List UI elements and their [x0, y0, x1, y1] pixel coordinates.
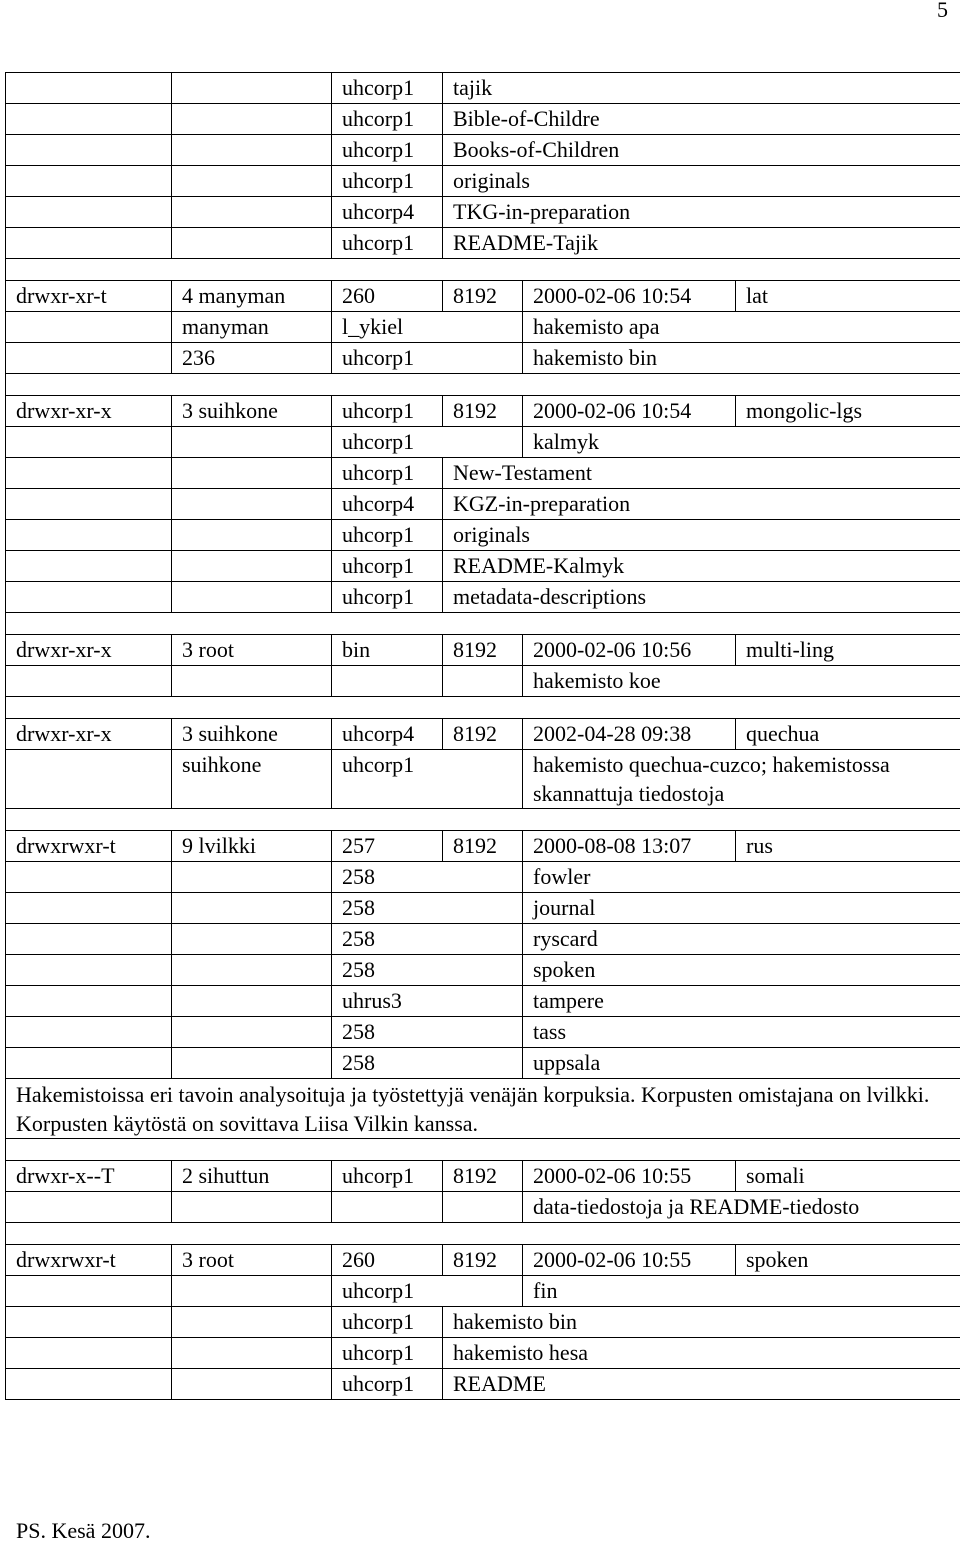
table-cell: drwxr-x--T [6, 1161, 172, 1192]
empty-cell [6, 551, 172, 582]
empty-cell [172, 1369, 332, 1400]
empty-cell [6, 73, 172, 104]
table-cell: uhcorp1 [332, 228, 443, 259]
page-number: 5 [937, 0, 948, 24]
empty-cell [6, 104, 172, 135]
table-row [6, 893, 960, 924]
table-row [6, 374, 960, 396]
table-row [6, 489, 960, 520]
empty-cell [6, 489, 172, 520]
table-cell: journal [523, 893, 960, 924]
empty-cell [6, 458, 172, 489]
empty-cell [6, 862, 172, 893]
table-row [6, 719, 960, 750]
table-cell: 9 lvilkki [172, 831, 332, 862]
empty-cell [172, 104, 332, 135]
table-row [6, 1338, 960, 1369]
empty-cell [172, 1048, 332, 1079]
table-row [6, 520, 960, 551]
table-cell: 8192 [443, 281, 523, 312]
table-row [6, 862, 960, 893]
separator-cell [6, 809, 960, 831]
separator-cell [6, 1223, 960, 1245]
empty-cell [172, 135, 332, 166]
empty-cell [6, 1338, 172, 1369]
empty-cell [172, 862, 332, 893]
table-cell: 258 [332, 955, 523, 986]
table-cell: uhcorp1 [332, 343, 523, 374]
table-row [6, 1079, 960, 1139]
table-row [6, 1048, 960, 1079]
table-cell: somali [736, 1161, 960, 1192]
empty-cell [443, 1192, 523, 1223]
table-row [6, 1192, 960, 1223]
table-cell: tajik [443, 73, 960, 104]
table-row [6, 197, 960, 228]
table-cell: uhcorp1 [332, 135, 443, 166]
table-row [6, 831, 960, 862]
table-cell: uhcorp1 [332, 104, 443, 135]
table-row [6, 1017, 960, 1048]
empty-cell [172, 197, 332, 228]
empty-cell [6, 893, 172, 924]
table-row [6, 135, 960, 166]
table-cell: 8192 [443, 635, 523, 666]
table-row [6, 1139, 960, 1161]
table-cell: 8192 [443, 719, 523, 750]
table-cell: hakemisto hesa [443, 1338, 960, 1369]
table-cell: README [443, 1369, 960, 1400]
table-cell: drwxrwxr-t [6, 831, 172, 862]
table-cell: 2000-02-06 10:55 [523, 1245, 736, 1276]
table-cell: fowler [523, 862, 960, 893]
table-cell: ryscard [523, 924, 960, 955]
table-cell: 3 root [172, 1245, 332, 1276]
table-row [6, 396, 960, 427]
empty-cell [172, 924, 332, 955]
table-row [6, 551, 960, 582]
table-cell: rus [736, 831, 960, 862]
empty-cell [6, 924, 172, 955]
table-cell: uhcorp1 [332, 750, 523, 809]
table-cell: uppsala [523, 1048, 960, 1079]
empty-cell [6, 427, 172, 458]
table-row [6, 635, 960, 666]
table-cell: 2 sihuttun [172, 1161, 332, 1192]
empty-cell [6, 312, 172, 343]
table-cell: TKG-in-preparation [443, 197, 960, 228]
empty-cell [6, 135, 172, 166]
separator-cell [6, 374, 960, 396]
table-cell: uhcorp1 [332, 166, 443, 197]
table-cell: fin [523, 1276, 960, 1307]
table-cell: 258 [332, 893, 523, 924]
separator-cell [6, 1139, 960, 1161]
empty-cell [172, 520, 332, 551]
table-cell: drwxr-xr-x [6, 635, 172, 666]
table-cell: 257 [332, 831, 443, 862]
table-cell: 2000-02-06 10:54 [523, 281, 736, 312]
empty-cell [172, 893, 332, 924]
table-cell: drwxr-xr-x [6, 396, 172, 427]
table-cell: drwxrwxr-t [6, 1245, 172, 1276]
empty-cell [172, 489, 332, 520]
footer-note: PS. Kesä 2007. [16, 1517, 150, 1545]
table-cell: l_ykiel [332, 312, 523, 343]
table-cell: uhcorp1 [332, 427, 523, 458]
empty-cell [6, 666, 172, 697]
table-cell: uhcorp1 [332, 1161, 443, 1192]
table-cell: uhcorp1 [332, 458, 443, 489]
table-cell: quechua [736, 719, 960, 750]
empty-cell [172, 1338, 332, 1369]
table-cell: uhcorp4 [332, 719, 443, 750]
empty-cell [172, 1192, 332, 1223]
empty-cell [6, 986, 172, 1017]
empty-cell [6, 955, 172, 986]
table-cell: 2000-02-06 10:55 [523, 1161, 736, 1192]
empty-cell [172, 228, 332, 259]
separator-cell [6, 697, 960, 719]
table-cell: README-Tajik [443, 228, 960, 259]
table-row [6, 613, 960, 635]
table-cell: multi-ling [736, 635, 960, 666]
empty-cell [6, 582, 172, 613]
table-cell: uhcorp1 [332, 1369, 443, 1400]
table-cell: drwxr-xr-x [6, 719, 172, 750]
table-row [6, 73, 960, 104]
table-cell: 258 [332, 862, 523, 893]
empty-cell [172, 551, 332, 582]
empty-cell [6, 343, 172, 374]
table-cell: 258 [332, 1017, 523, 1048]
table-row [6, 697, 960, 719]
table-cell: uhcorp1 [332, 520, 443, 551]
empty-cell [172, 986, 332, 1017]
empty-cell [172, 582, 332, 613]
note-cell: Hakemistoissa eri tavoin analysoituja ja työstettyjä venäjän korpuksia. Korpusten omistajana on lvilkki. Korpusten käytöstä on sovittava Liisa Vilkin kanssa. [6, 1079, 960, 1139]
table-row [6, 1276, 960, 1307]
table-cell: suihkone [172, 750, 332, 809]
separator-cell [6, 613, 960, 635]
table-cell: manyman [172, 312, 332, 343]
table-cell: 8192 [443, 831, 523, 862]
table-row [6, 281, 960, 312]
table-cell: uhcorp1 [332, 582, 443, 613]
table-row [6, 1161, 960, 1192]
directory-listing-table [5, 72, 960, 1400]
table-cell: originals [443, 520, 960, 551]
table-cell: hakemisto quechua-cuzco; hakemistossa skannattuja tiedostoja [523, 750, 960, 809]
table-row [6, 259, 960, 281]
table-cell: New-Testament [443, 458, 960, 489]
table-cell: tampere [523, 986, 960, 1017]
table-cell: 3 root [172, 635, 332, 666]
table-cell: metadata-descriptions [443, 582, 960, 613]
table-row [6, 228, 960, 259]
table-cell: uhcorp1 [332, 73, 443, 104]
empty-cell [172, 955, 332, 986]
table-cell: 2000-08-08 13:07 [523, 831, 736, 862]
table-cell: 8192 [443, 396, 523, 427]
table-cell: uhcorp1 [332, 1307, 443, 1338]
table-cell: kalmyk [523, 427, 960, 458]
empty-cell [443, 666, 523, 697]
separator-cell [6, 259, 960, 281]
table-row [6, 809, 960, 831]
empty-cell [6, 1276, 172, 1307]
table-cell: uhcorp4 [332, 197, 443, 228]
empty-cell [6, 1192, 172, 1223]
table-row [6, 986, 960, 1017]
empty-cell [6, 228, 172, 259]
table-cell: 8192 [443, 1161, 523, 1192]
table-row [6, 166, 960, 197]
table-row [6, 1369, 960, 1400]
table-cell: drwxr-xr-t [6, 281, 172, 312]
empty-cell [172, 666, 332, 697]
table-cell: hakemisto apa [523, 312, 960, 343]
table-cell: uhcorp1 [332, 551, 443, 582]
table-cell: tass [523, 1017, 960, 1048]
table-cell: uhrus3 [332, 986, 523, 1017]
table-cell: 8192 [443, 1245, 523, 1276]
table-row [6, 458, 960, 489]
table-cell: hakemisto bin [523, 343, 960, 374]
table-row [6, 1307, 960, 1338]
table-cell: 258 [332, 924, 523, 955]
empty-cell [6, 1017, 172, 1048]
table-cell: mongolic-lgs [736, 396, 960, 427]
table-row [6, 955, 960, 986]
table-cell: 4 manyman [172, 281, 332, 312]
table-cell: originals [443, 166, 960, 197]
table-cell: hakemisto koe [523, 666, 960, 697]
table-row [6, 582, 960, 613]
table-cell: spoken [523, 955, 960, 986]
empty-cell [172, 458, 332, 489]
empty-cell [6, 197, 172, 228]
table-row [6, 312, 960, 343]
table-cell: uhcorp4 [332, 489, 443, 520]
table-row [6, 924, 960, 955]
empty-cell [172, 1276, 332, 1307]
table-cell: uhcorp1 [332, 1338, 443, 1369]
table-cell: README-Kalmyk [443, 551, 960, 582]
empty-cell [6, 1048, 172, 1079]
table-cell: 3 suihkone [172, 396, 332, 427]
table-cell: bin [332, 635, 443, 666]
table-cell: spoken [736, 1245, 960, 1276]
table-cell: 2000-02-06 10:54 [523, 396, 736, 427]
table-cell: 260 [332, 281, 443, 312]
table-row [6, 427, 960, 458]
table-cell: hakemisto bin [443, 1307, 960, 1338]
table-cell: uhcorp1 [332, 396, 443, 427]
table-cell: 258 [332, 1048, 523, 1079]
table-cell: lat [736, 281, 960, 312]
empty-cell [6, 1369, 172, 1400]
empty-cell [6, 750, 172, 809]
empty-cell [172, 73, 332, 104]
table-row [6, 1223, 960, 1245]
table-cell: KGZ-in-preparation [443, 489, 960, 520]
table-row [6, 750, 960, 809]
table-row [6, 104, 960, 135]
table-cell: uhcorp1 [332, 1276, 523, 1307]
empty-cell [172, 166, 332, 197]
table-cell: 260 [332, 1245, 443, 1276]
table-cell: Bible-of-Childre [443, 104, 960, 135]
table-cell: 236 [172, 343, 332, 374]
table-cell: 3 suihkone [172, 719, 332, 750]
table-row [6, 1245, 960, 1276]
empty-cell [6, 166, 172, 197]
table-row [6, 343, 960, 374]
empty-cell [172, 427, 332, 458]
empty-cell [172, 1307, 332, 1338]
table-cell: data-tiedostoja ja README-tiedosto [523, 1192, 960, 1223]
empty-cell [6, 520, 172, 551]
table-cell: Books-of-Children [443, 135, 960, 166]
table-row [6, 666, 960, 697]
empty-cell [6, 1307, 172, 1338]
table-cell: 2000-02-06 10:56 [523, 635, 736, 666]
empty-cell [172, 1017, 332, 1048]
empty-cell [332, 666, 443, 697]
table-cell: 2002-04-28 09:38 [523, 719, 736, 750]
empty-cell [332, 1192, 443, 1223]
